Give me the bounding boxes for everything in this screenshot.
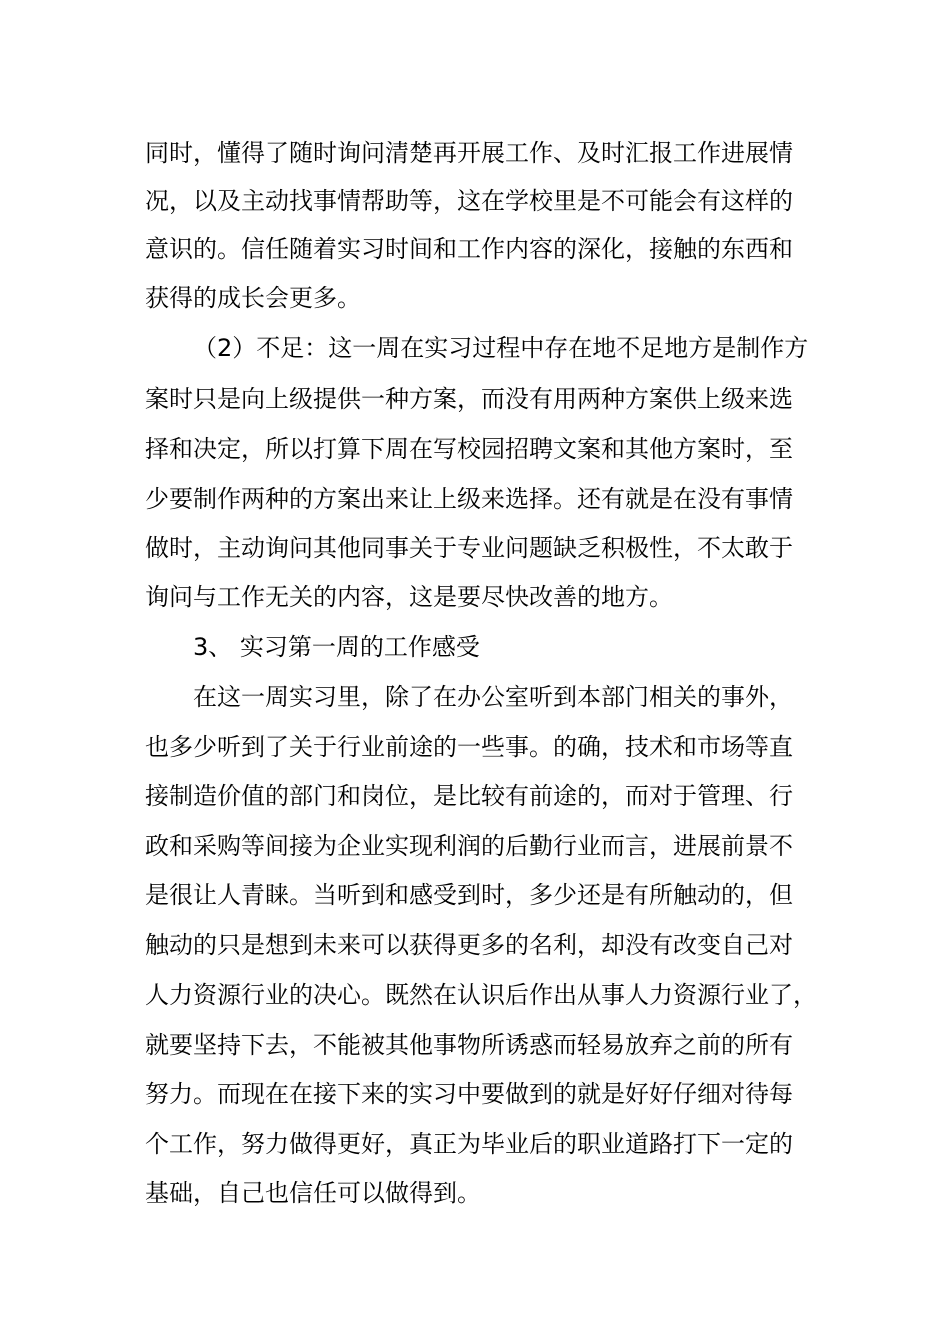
paragraph-line: 也多少听到了关于行业前途的一些事。的确，技术和市场等直 bbox=[145, 733, 793, 761]
paragraph-line: 人力资源行业的决心。既然在认识后作出从事人力资源行业了， bbox=[145, 981, 817, 1009]
paragraph-line: 努力。而现在在接下来的实习中要做到的就是好好仔细对待每 bbox=[145, 1080, 793, 1108]
paragraph-line: 是很让人青睐。当听到和感受到时，多少还是有所触动的，但 bbox=[145, 881, 793, 909]
paragraph-line: 择和决定，所以打算下周在写校园招聘文案和其他方案时，至 bbox=[145, 435, 793, 463]
section-heading: 3、 实习第一周的工作感受 bbox=[193, 633, 480, 661]
paragraph-line: 获得的成长会更多。 bbox=[145, 284, 361, 312]
paragraph-line: 做时，主动询问其他同事关于专业问题缺乏积极性，不太敢于 bbox=[145, 534, 793, 562]
paragraph-line: 少要制作两种的方案出来让上级来选择。还有就是在没有事情 bbox=[145, 485, 793, 513]
paragraph-line: 基础，自己也信任可以做得到。 bbox=[145, 1179, 481, 1207]
paragraph-line: 询问与工作无关的内容，这是要尽快改善的地方。 bbox=[145, 583, 673, 611]
paragraph-line: 政和采购等间接为企业实现利润的后勤行业而言，进展前景不 bbox=[145, 832, 793, 860]
paragraph-line: 案时只是向上级提供一种方案，而没有用两种方案供上级来选 bbox=[145, 385, 793, 413]
paragraph-line: 触动的只是想到未来可以获得更多的名利，却没有改变自己对 bbox=[145, 931, 793, 959]
paragraph-line: 况，以及主动找事情帮助等，这在学校里是不可能会有这样的 bbox=[145, 187, 793, 215]
paragraph-line: 就要坚持下去，不能被其他事物所诱惑而轻易放弃之前的所有 bbox=[145, 1031, 793, 1059]
paragraph-line: 在这一周实习里，除了在办公室听到本部门相关的事外， bbox=[193, 683, 793, 711]
paragraph-line: 意识的。信任随着实习时间和工作内容的深化，接触的东西和 bbox=[145, 235, 793, 263]
paragraph-line: 同时，懂得了随时询问清楚再开展工作、及时汇报工作进展情 bbox=[145, 139, 793, 167]
paragraph-line: （2）不足：这一周在实习过程中存在地不足地方是制作方 bbox=[193, 334, 809, 362]
paragraph-line: 个工作，努力做得更好，真正为毕业后的职业道路打下一定的 bbox=[145, 1130, 793, 1158]
paragraph-line: 接制造价值的部门和岗位，是比较有前途的，而对于管理、行 bbox=[145, 782, 793, 810]
